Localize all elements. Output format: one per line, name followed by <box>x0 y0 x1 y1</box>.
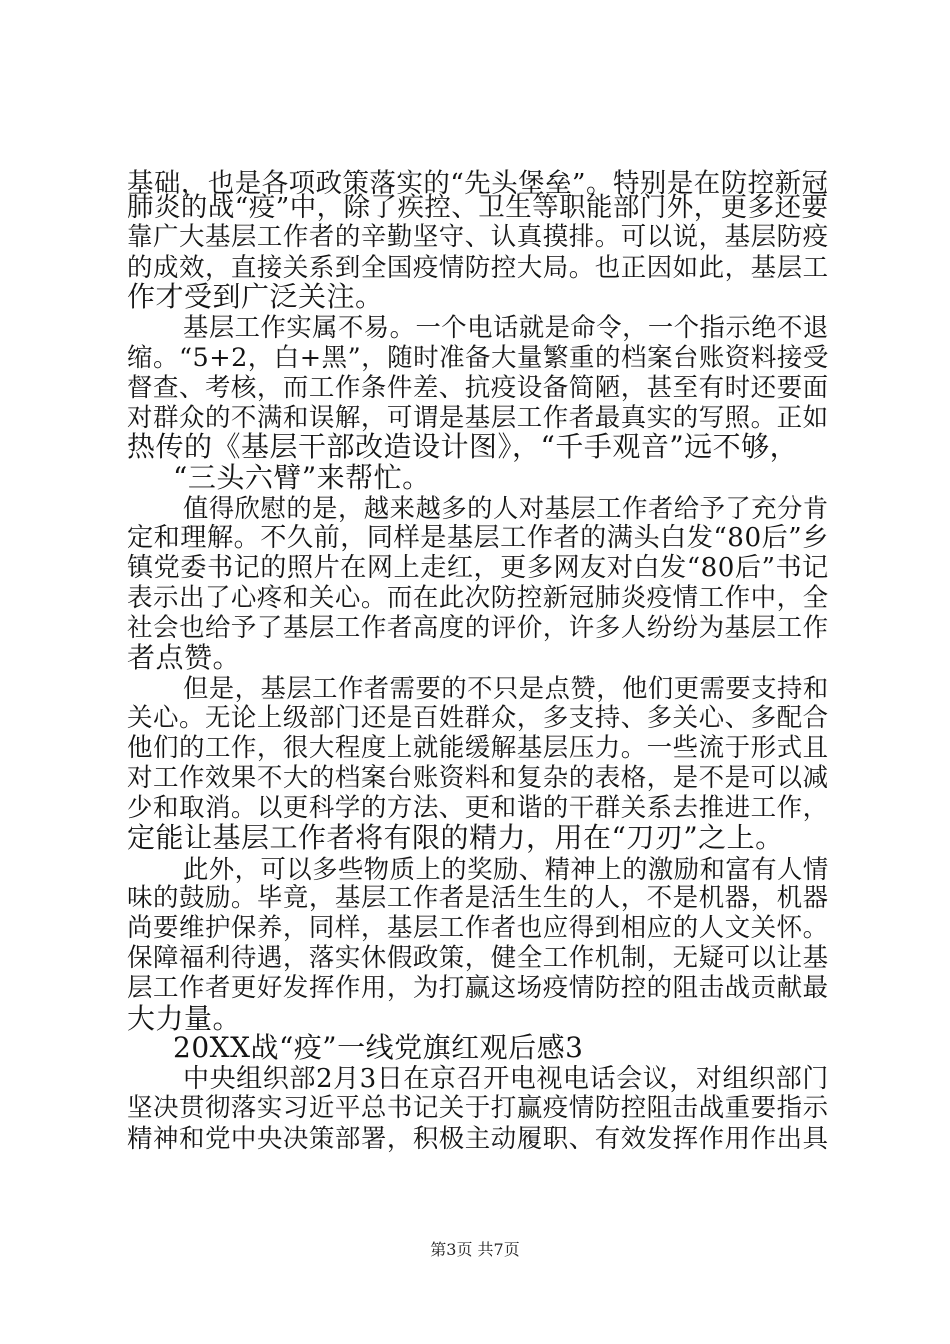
text-line: 热传的《基层干部改造设计图》，“千手观音”远不够， <box>127 430 799 463</box>
text-line: 对群众的不满和误解，可谓是基层工作者最真实的写照。正如 <box>127 403 829 433</box>
text-line: 靠广大基层工作者的辛勤坚守、认真摸排。可以说，基层防疫 <box>127 222 829 252</box>
text-line: 值得欣慰的是，越来越多的人对基层工作者给予了充分肯 <box>183 493 829 523</box>
text-line: 者点赞。 <box>127 641 242 674</box>
text-line: 少和取消。以更科学的方法、更和谐的干群关系去推进工作， <box>127 793 829 823</box>
text-line: 对工作效果不大的档案台账资料和复杂的表格，是不是可以减 <box>127 763 829 793</box>
text-line: 层工作者更好发挥作用，为打赢这场疫情防控的阻击战贡献最 <box>127 973 829 1003</box>
text-line: 尚要维护保养，同样，基层工作者也应得到相应的人文关怀。 <box>127 913 829 943</box>
text-line: 精神和党中央决策部署，积极主动履职、有效发挥作用作出具 <box>127 1124 829 1154</box>
text-line: 作才受到广泛关注。 <box>127 280 384 313</box>
text-line: 缩。“5+2，白+黑”，随时准备大量繁重的档案台账资料接受 <box>127 343 829 373</box>
text-line: 中央组织部2月3日在京召开电视电话会议，对组织部门 <box>183 1064 829 1094</box>
text-line: 督查、考核，而工作条件差、抗疫设备简陋，甚至有时还要面 <box>127 373 829 403</box>
text-line: 他们的工作，很大程度上就能缓解基层压力。一些流于形式且 <box>127 733 829 763</box>
text-line: 社会也给予了基层工作者高度的评价，许多人纷纷为基层工作 <box>127 613 829 643</box>
text-line: 定能让基层工作者将有限的精力，用在“刀刃”之上。 <box>127 821 784 854</box>
text-line: 肺炎的战“疫”中，除了疾控、卫生等职能部门外，更多还要 <box>127 192 829 223</box>
text-line: 表示出了心疼和关心。而在此次防控新冠肺炎疫情工作中，全 <box>127 583 829 613</box>
section-heading: 20XX战“疫”一线党旗红观后感3 <box>173 1031 584 1064</box>
text-line: 味的鼓励。毕竟，基层工作者是活生生的人，不是机器，机器 <box>127 883 829 913</box>
text-line: 坚决贯彻落实习近平总书记关于打赢疫情防控阻击战重要指示 <box>127 1093 829 1123</box>
text-line: 但是，基层工作者需要的不只是点赞，他们更需要支持和 <box>183 673 829 703</box>
text-line: 关心。无论上级部门还是百姓群众，多支持、多关心、多配合 <box>127 703 829 733</box>
text-line: 大力量。 <box>127 1002 242 1035</box>
text-line: “三头六臂”来帮忙。 <box>173 461 431 494</box>
text-line: 保障福利待遇，落实休假政策，健全工作机制，无疑可以让基 <box>127 943 829 973</box>
text-line: 基层工作实属不易。一个电话就是命令，一个指示绝不退 <box>183 312 829 342</box>
text-line: 定和理解。不久前，同样是基层工作者的满头白发“80后”乡 <box>127 523 829 553</box>
text-line: 镇党委书记的照片在网上走红，更多网友对白发“80后”书记 <box>127 553 829 583</box>
text-line: 的成效，直接关系到全国疫情防控大局。也正因如此，基层工 <box>127 253 829 283</box>
page-number: 第3页 共7页 <box>430 1240 520 1259</box>
text-line: 基础，也是各项政策落实的“先头堡垒”。特别是在防控新冠 <box>127 168 829 199</box>
text-line: 此外，可以多些物质上的奖励、精神上的激励和富有人情 <box>183 854 829 884</box>
